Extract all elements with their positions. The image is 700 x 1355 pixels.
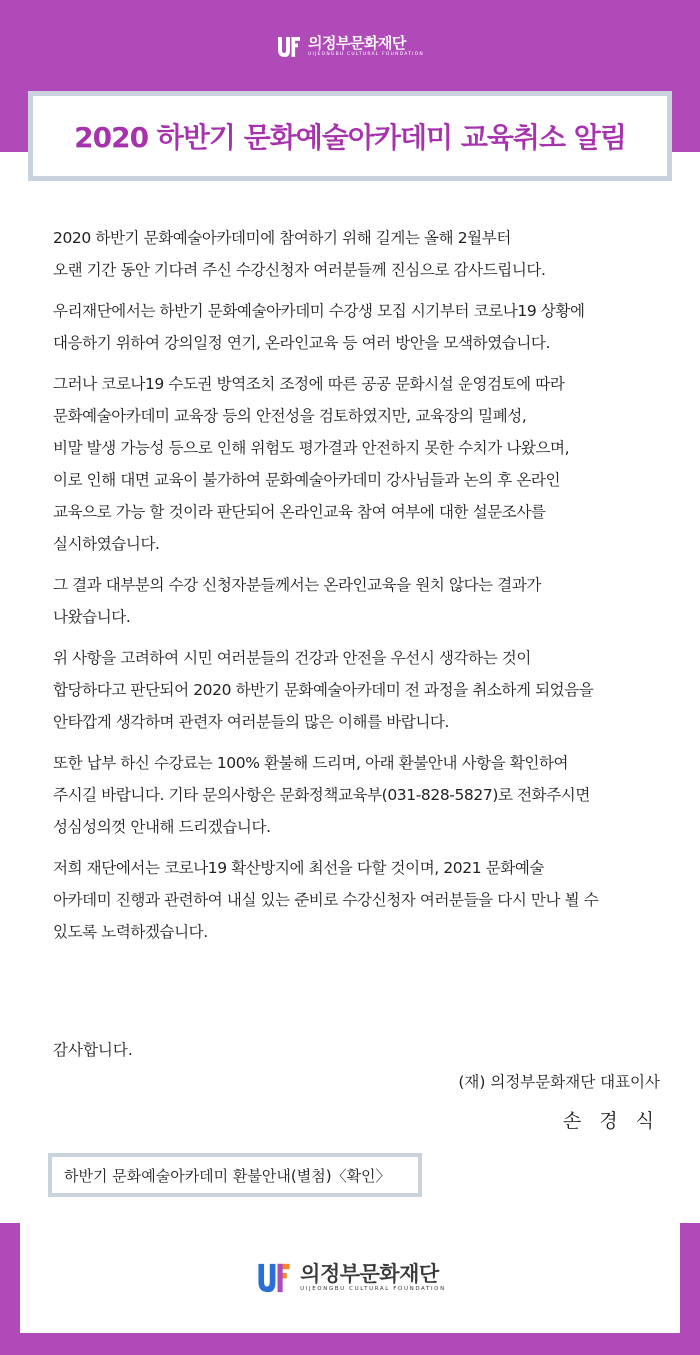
paragraph-line: 비말 발생 가능성 등으로 인해 위험도 평가결과 안전하지 못한 수치가 나왔으며, [53, 439, 570, 457]
paragraph [53, 642, 668, 738]
paragraph [53, 747, 668, 843]
paragraph-line: 그 결과 대부분의 수강 신청자분들께서는 온라인교육을 원치 않다는 결과가 [53, 576, 541, 594]
foundation-logo [276, 35, 424, 59]
footer-card [20, 1223, 680, 1333]
paragraph-line: 그러나 코로나19 수도권 방역조치 조정에 따른 공공 문화시설 운영검토에 따라 [53, 375, 565, 393]
paragraph-line: 아카데미 진행과 관련하여 내실 있는 준비로 수강신청자 여러분들을 다시 만나 뵐 수 [53, 891, 599, 909]
paragraph [53, 368, 668, 560]
footer-name-en: UIJEONGBU CULTURAL FOUNDATION [300, 1285, 446, 1292]
paragraph-line: 또한 납부 하신 수강료는 100% 환불해 드리며, 아래 환불안내 사항을 확인하여 [53, 754, 569, 772]
paragraph-line: 저희 재단에서는 코로나19 확산방지에 최선을 다할 것이며, 2021 문화예술 [53, 859, 544, 877]
paragraph [53, 295, 668, 359]
ujf-logo-icon [276, 35, 302, 59]
paragraph-line: 오랜 기간 동안 기다려 주신 수강신청자 여러분들께 진심으로 감사드립니다. [53, 261, 546, 279]
paragraph-line: 2020 하반기 문화예술아카데미에 참여하기 위해 길게는 올해 2월부터 [53, 229, 511, 247]
ujf-logo-icon [254, 1261, 294, 1295]
paragraph [53, 852, 668, 948]
paragraph-line: 있도록 노력하겠습니다. [53, 923, 208, 941]
footer-name-kr: 의정부문화재단 [300, 1261, 439, 1286]
signature-org: (재) 의정부문화재단 대표이사 [458, 1073, 660, 1091]
paragraph-line: 대응하기 위하여 강의일정 연기, 온라인교육 등 여러 방안을 모색하였습니다. [53, 334, 551, 352]
paragraph [53, 222, 668, 286]
paragraph-line: 실시하였습니다. [53, 535, 160, 553]
foundation-name-en: UIJEONGBU CULTURAL FOUNDATION [307, 52, 424, 58]
paragraph-line: 나왔습니다. [53, 608, 131, 626]
foundation-name-kr: 의정부문화재단 [307, 34, 406, 53]
signer-name: 손 경 식 [562, 1110, 660, 1132]
paragraph [53, 569, 668, 633]
paragraph-line: 안타깝게 생각하며 관련자 여러분들의 많은 이해를 바랍니다. [53, 713, 450, 731]
title-box [28, 91, 672, 181]
paragraph-line: 교육으로 가능 할 것이라 판단되어 온라인교육 참여 여부에 대한 설문조사를 [53, 503, 546, 521]
refund-info-button[interactable]: 하반기 문화예술아카데미 환불안내(별첨)〈확인〉 [48, 1153, 422, 1197]
paragraph-line: 이로 인해 대면 교육이 불가하여 문화예술아카데미 강사님들과 논의 후 온라인 [53, 471, 561, 489]
paragraph-line: 우리재단에서는 하반기 문화예술아카데미 수강생 모집 시기부터 코로나19 상황에 [53, 302, 585, 320]
notice-title: 2020 하반기 문화예술아카데미 교육취소 알림 [74, 121, 626, 154]
paragraph-line: 주시길 바랍니다. 기타 문의사항은 문화정책교육부(031-828-5827)로 전화주시면 [53, 786, 590, 804]
notice-body [53, 222, 668, 957]
paragraph-line: 문화예술아카데미 교육장 등의 안전성을 검토하였지만, 교육장의 밀폐성, [53, 407, 527, 425]
header-logo-area [0, 32, 700, 62]
paragraph-line: 성심성의껏 안내해 드리겠습니다. [53, 818, 271, 836]
paragraph-line: 합당하다고 판단되어 2020 하반기 문화예술아카데미 전 과정을 취소하게 되었음을 [53, 681, 594, 699]
footer-logo [254, 1261, 446, 1295]
paragraph-line: 위 사항을 고려하여 시민 여러분들의 건강과 안전을 우선시 생각하는 것이 [53, 649, 531, 667]
closing-thanks: 감사합니다. [53, 1041, 133, 1059]
